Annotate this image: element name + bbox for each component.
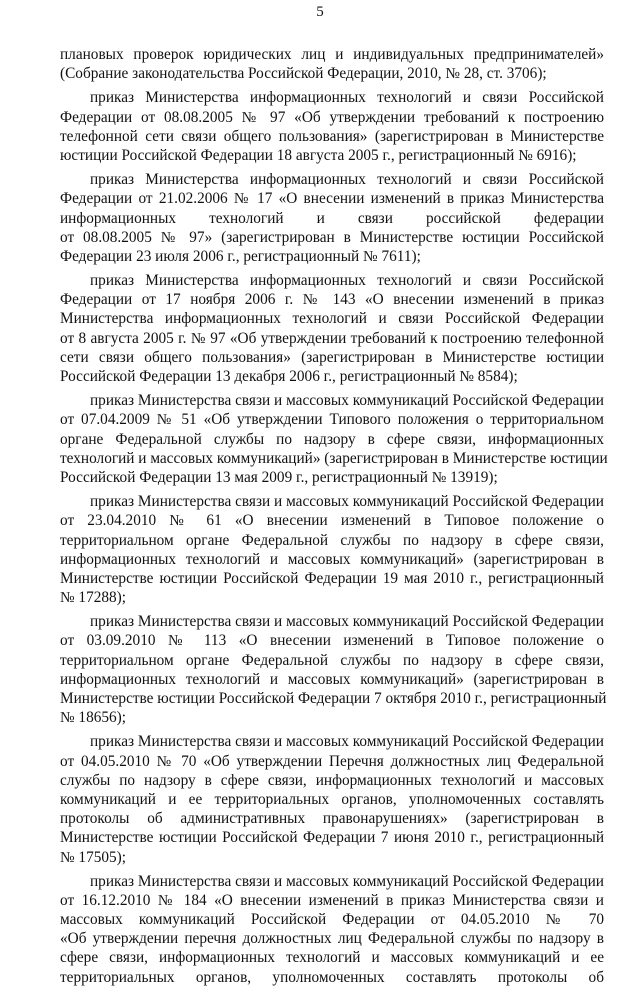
paragraph xyxy=(60,45,604,83)
text-line: (Собрание законодательства Российской Федерации, 2010, № 28, ст. 3706); xyxy=(60,65,547,83)
text-line: Министерстве юстиции Российской Федерации 7 июня 2010 г., регистрационный xyxy=(60,829,604,847)
text-line: протоколы об административных правонарушениях» (зарегистрирован в xyxy=(60,810,604,828)
text-line: Федерации 23 июля 2006 г., регистрационный № 7611); xyxy=(60,247,421,265)
text-line: № 18656); xyxy=(60,709,127,727)
text-line: службы по надзору в сфере связи, информационных технологий и массовых xyxy=(60,771,604,789)
text-line: территориальном органе Федеральной службы по надзору в сфере связи, xyxy=(60,651,604,669)
text-line: № 17288); xyxy=(60,589,127,607)
text-line: от 08.08.2005 № 97» (зарегистрирован в Министерстве юстиции Российской xyxy=(60,228,604,246)
text-line: от 03.09.2010 № 113 «О внесении изменений в Типовое положение о xyxy=(60,632,604,650)
paragraph xyxy=(60,612,607,727)
page-number: 5 xyxy=(316,4,324,20)
text-line: телефонной сети связи общего пользования» (зарегистрирован в Министерстве xyxy=(60,127,604,145)
text-line: приказ Министерства связи и массовых коммуникаций Российской Федерации xyxy=(90,493,604,511)
text-line: от 23.04.2010 № 61 «О внесении изменений в Типовое положение о xyxy=(60,512,604,530)
text-line: плановых проверок юридических лиц и индивидуальных предпринимателей» xyxy=(60,46,604,63)
text-line: приказ Министерства связи и массовых коммуникаций Российской Федерации xyxy=(90,613,604,631)
text-line: коммуникаций и ее территориальных органов, уполномоченных составлять xyxy=(60,790,604,808)
text-line: от 16.12.2010 № 184 «О внесении изменений в приказ Министерства связи и xyxy=(60,891,604,909)
text-line: информационных технологий и массовых коммуникаций» (зарегистрирован в xyxy=(60,550,604,568)
text-line: Министерстве юстиции Российской Федерации 7 октября 2010 г., регистрационный xyxy=(60,690,607,707)
text-line: Министерстве юстиции Российской Федерации 19 мая 2010 г., регистрационный xyxy=(60,569,604,587)
text-line: Министерства информационных технологий и связи Российской Федерации xyxy=(60,310,604,328)
text-line: технологий и массовых коммуникаций» (зарегистрирован в Министерстве юстиции xyxy=(60,449,608,467)
text-line: массовых коммуникаций Российской Федерации от 04.05.2010 № 70 xyxy=(60,911,604,929)
text-line: территориальных органов, уполномоченных составлять протоколы об xyxy=(60,968,604,986)
text-line: «Об утверждении перечня должностных лиц Федеральной службы по надзору в xyxy=(60,930,604,948)
paragraph xyxy=(60,170,604,266)
text-line: Российской Федерации 13 декабря 2006 г., регистрационный № 8584); xyxy=(60,368,518,385)
text-line: приказ Министерства информационных технологий и связи Российской xyxy=(90,89,604,107)
text-line: Российской Федерации 13 мая 2009 г., регистрационный № 13919); xyxy=(60,468,498,486)
paragraph xyxy=(60,732,604,866)
text-line: от 07.04.2009 № 51 «Об утверждении Типового положения о территориальном xyxy=(60,411,604,429)
text-line: № 17505); xyxy=(60,848,127,866)
text-line: информационных технологий и связи российской федерации xyxy=(60,209,604,227)
paragraph xyxy=(60,492,604,607)
paragraph xyxy=(60,872,604,987)
paragraph xyxy=(60,391,608,487)
text-line: приказ Министерства связи и массовых коммуникаций Российской Федерации xyxy=(90,392,604,410)
text-line: информационных технологий и массовых коммуникаций» (зарегистрирован в xyxy=(60,670,604,688)
text-line: Федерации от 21.02.2006 № 17 «О внесении изменений в приказ Министерства xyxy=(60,190,604,208)
text-line: приказ Министерства информационных технологий и связи Российской xyxy=(90,171,604,189)
text-line: территориальном органе Федеральной службы по надзору в сфере связи, xyxy=(60,531,604,549)
text-line: Федерации от 08.08.2005 № 97 «Об утверждении требований к построению xyxy=(60,108,604,126)
document-body xyxy=(60,45,608,987)
text-line: приказ Министерства связи и массовых коммуникаций Российской Федерации xyxy=(90,733,604,751)
paragraph xyxy=(60,88,604,165)
text-line: сети связи общего пользования» (зарегистрирован в Министерстве юстиции xyxy=(60,348,604,366)
text-line: органе Федеральной службы по надзору в сфере связи, информационных xyxy=(60,430,604,448)
text-line: юстиции Российской Федерации 18 августа 2005 г., регистрационный № 6916); xyxy=(60,146,577,164)
text-line: приказ Министерства информационных технологий и связи Российской xyxy=(90,272,604,290)
text-line: сфере связи, информационных технологий и массовых коммуникаций и ее xyxy=(60,949,604,967)
text-line: от 04.05.2010 № 70 «Об утверждении Перечня должностных лиц Федеральной xyxy=(60,752,604,770)
text-line: Федерации от 17 ноября 2006 г. № 143 «О внесении изменений в приказ xyxy=(60,291,604,309)
text-line: приказ Министерства связи и массовых коммуникаций Российской Федерации xyxy=(90,872,604,890)
text-line: от 8 августа 2005 г. № 97 «Об утверждении требований к построению телефонной xyxy=(60,329,604,347)
paragraph xyxy=(60,271,604,386)
